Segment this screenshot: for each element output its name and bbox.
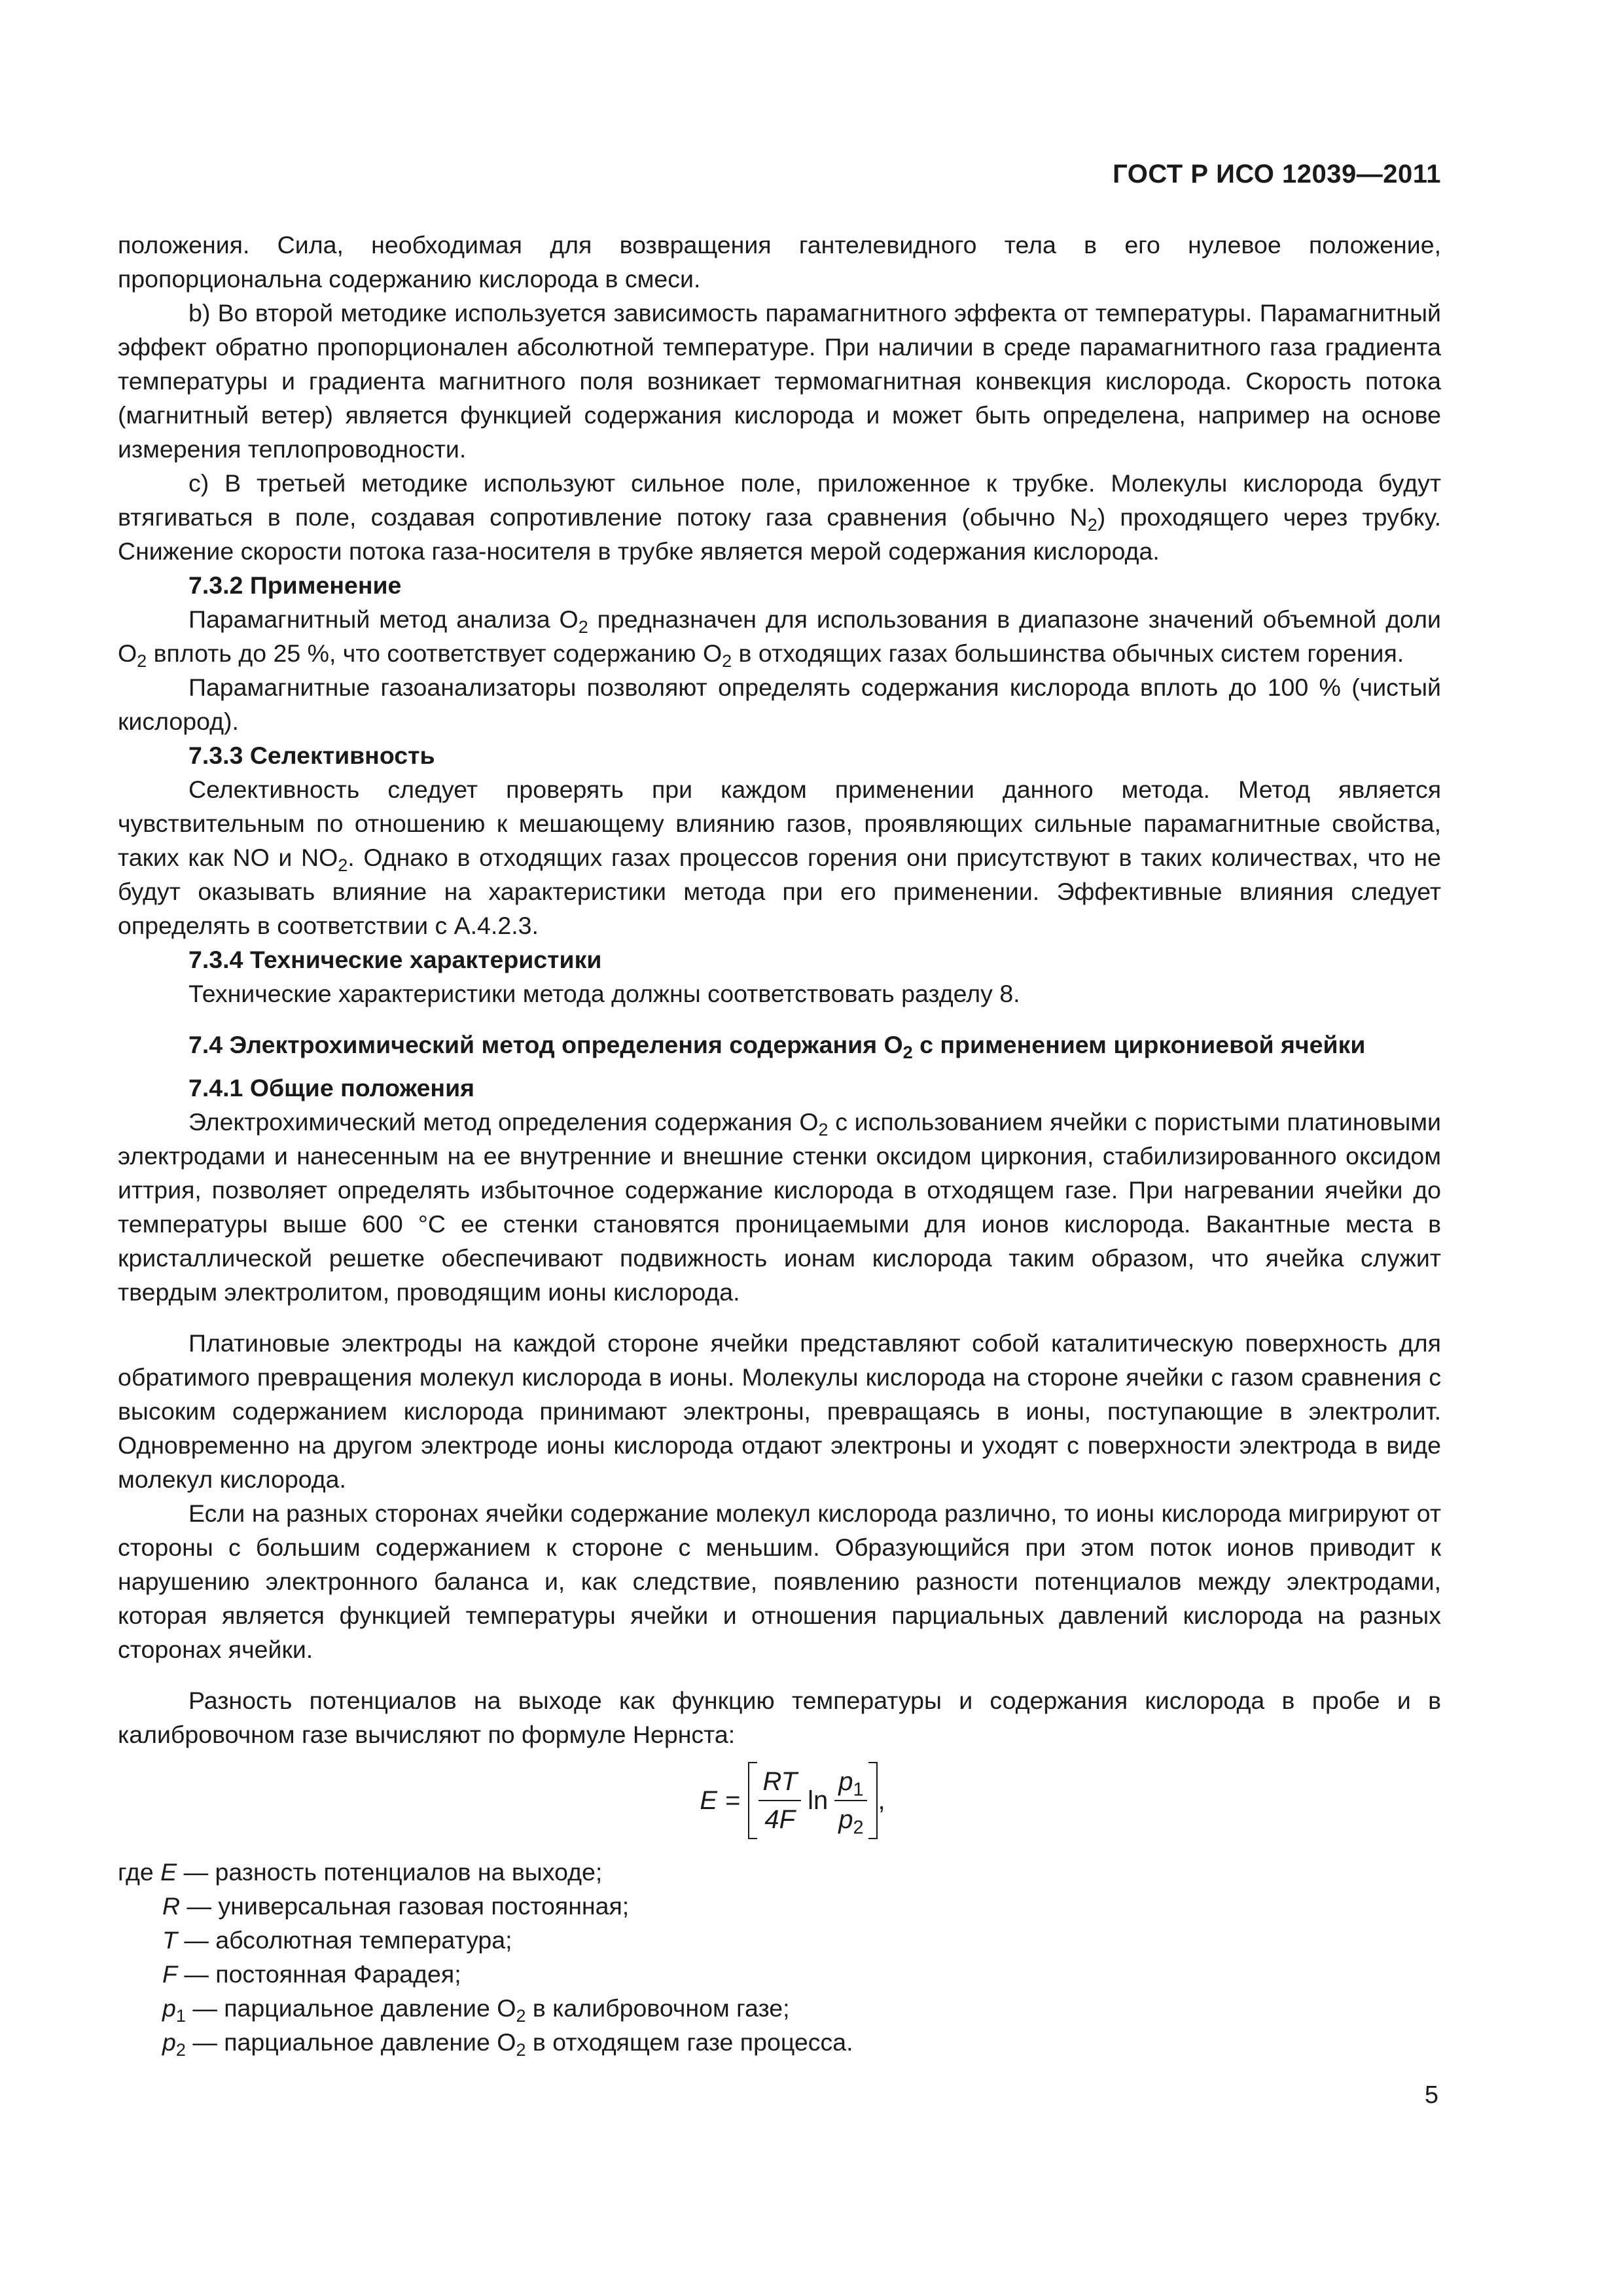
legend-item-t: T — абсолютная температура;	[162, 1926, 512, 1954]
legend-item-e: где E — разность потенциалов на выходе;	[118, 1858, 603, 1886]
formula-lhs: E	[700, 1786, 718, 1815]
formula-comma: ,	[878, 1786, 885, 1815]
paragraph-intro: положения. Сила, необходимая для возвращения гантелевидного тела в его нулевое положение, пропорциональна содержанию кислорода в смеси.	[118, 231, 1441, 293]
formula-ln: ln	[808, 1786, 829, 1815]
paragraph-method-c: c) В третьей методике используют сильное поле, приложенное к трубке. Молекулы кислорода будут втягиваться в поле, создавая сопротивление потоку газа сравнения (обычно $N_2$) проходящего через трубку. Снижение скорости потока газа-носителя в трубке является мерой содержания кислорода.	[118, 469, 1441, 565]
formula-fraction-rt-4f: $\frac{RT}{4F}$	[758, 1766, 801, 1835]
paragraph-application-2: Парамагнитные газоанализаторы позволяют определять содержания кислорода вплоть до 100 % (чистый кислород).	[118, 673, 1441, 735]
nernst-formula	[118, 1766, 1441, 1839]
legend-item-r: R — универсальная газовая постоянная;	[162, 1892, 630, 1920]
legend-item-f: F — постоянная Фарадея;	[162, 1960, 461, 1988]
heading-7-4: 7.4 Электрохимический метод определения содержания $O_2$ с применением циркониевой ячейки	[188, 1031, 1366, 1063]
paragraph-general-1: Электрохимический метод определения содержания $O_2$ с использованием ячейки с пористыми платиновыми электродами и нанесенным на ее внутренние и внешние стенки оксидом циркония, стабилизированного оксидом иттрия, позволяет определять избыточное содержание кислорода в отходящем газе. При нагревании ячейки до температуры выше 600 °C ее стенки становятся проницаемыми для ионов кислорода. Вакантные места в кристаллической решетке обеспечивают подвижность ионам кислорода таким образом, что ячейка служит твердым электролитом, проводящим ионы кислорода.	[118, 1108, 1442, 1306]
heading-7-3-4: 7.3.4 Технические характеристики	[188, 946, 602, 973]
heading-7-3-2: 7.3.2 Применение	[188, 571, 402, 599]
paragraph-general-2: Платиновые электроды на каждой стороне ячейки представляют собой каталитическую поверхность для обратимого превращения молекул кислорода в ионы. Молекулы кислорода на стороне ячейки с газом сравнения с высоким содержанием кислорода принимают электроны, превращаясь в ионы, поступающие в электролит. Одновременно на другом электроде ионы кислорода отдают электроны и уходят с поверхности электрода в виде молекул кислорода.	[118, 1329, 1441, 1493]
page-body	[118, 228, 1441, 2059]
heading-7-4-1: 7.4.1 Общие положения	[188, 1074, 475, 1102]
formula-bracket	[748, 1766, 878, 1839]
formula-fraction-p1-p2: $\frac{p_1}{p_2}$	[834, 1766, 867, 1835]
legend-item-p1: $p_1$ — парциальное давление $O_2$ в калибровочном газе;	[162, 1994, 790, 2026]
formula-legend	[118, 1855, 1441, 2059]
legend-item-p2: $p_2$ — парциальное давление $O_2$ в отходящем газе процесса.	[162, 2028, 853, 2060]
heading-7-3-3: 7.3.3 Селективность	[188, 742, 435, 769]
page-number: 5	[1424, 2081, 1438, 2109]
paragraph-method-b: b) Во второй методике используется зависимость парамагнитного эффекта от температуры. Парамагнитный эффект обратно пропорционален абсолютной температуре. При наличии в среде парамагнитного газа градиента температуры и градиента магнитного поля возникает термомагнитная конвекция кислорода. Скорость потока (магнитный ветер) является функцией содержания кислорода и может быть определена, например на основе измерения теплопроводности.	[118, 299, 1441, 463]
paragraph-selectivity: Селективность следует проверять при каждом применении данного метода. Метод является чувствительным по отношению к мешающему влиянию газов, проявляющих сильные парамагнитные свойства, таких как NO и $NO_2$. Однако в отходящих газах процессов горения они присутствуют в таких количествах, что не будут оказывать влияние на характеристики метода при его применении. Эффективные влияния следует определять в соответствии с А.4.2.3.	[118, 776, 1441, 939]
paragraph-general-4: Разность потенциалов на выходе как функцию температуры и содержания кислорода в пробе и в калибровочном газе вычисляют по формуле Нернста:	[118, 1687, 1441, 1748]
formula-equals: =	[725, 1786, 741, 1815]
paragraph-application-1: Парамагнитный метод анализа $O_2$ предназначен для использования в диапазоне значений объемной доли $O_2$ вплоть до 25 %, что соответствует содержанию $O_2$ в отходящих газах большинства обычных систем горения.	[118, 605, 1442, 672]
paragraph-general-3: Если на разных сторонах ячейки содержание молекул кислорода различно, то ионы кислорода мигрируют от стороны с большим содержанием к стороне с меньшим. Образующийся при этом поток ионов приводит к нарушению электронного баланса и, как следствие, появлению разности потенциалов между электродами, которая является функцией температуры ячейки и отношения парциальных давлений кислорода на разных сторонах ячейки.	[118, 1499, 1441, 1663]
paragraph-tech-characteristics: Технические характеристики метода должны соответствовать разделу 8.	[188, 980, 1020, 1007]
document-header: ГОСТ Р ИСО 12039—2011	[1113, 160, 1441, 188]
